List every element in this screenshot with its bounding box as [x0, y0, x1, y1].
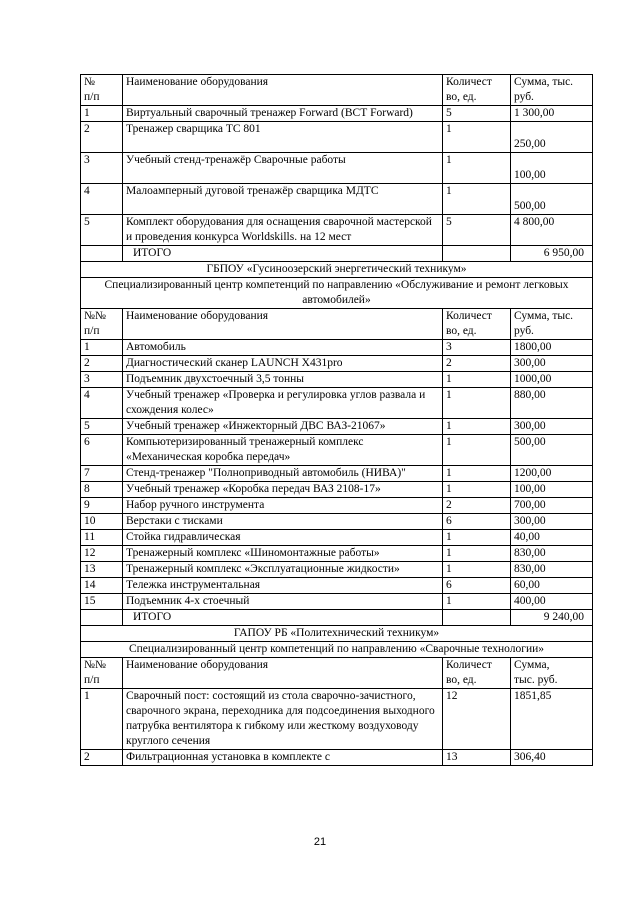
- table-row: [81, 106, 593, 122]
- org-title: ГАПОУ РБ «Политехнический техникум»: [81, 626, 593, 642]
- table-row: [81, 546, 593, 562]
- equipment-name: Тренажерный комплекс «Шиномонтажные работы»: [123, 546, 443, 562]
- sum: 880,00: [511, 388, 593, 419]
- row-number: 5: [81, 419, 123, 435]
- row-number: 5: [81, 215, 123, 246]
- number-header: №№ п/п: [81, 309, 123, 340]
- equipment-name: Учебный тренажер «Коробка передач ВАЗ 2108-17»: [123, 482, 443, 498]
- row-number: 6: [81, 435, 123, 466]
- equipment-name: Учебный тренажер «Инжекторный ДВС ВАЗ-21067»: [123, 419, 443, 435]
- equipment-name: Фильтрационная установка в комплекте с: [123, 750, 443, 766]
- center-title-row: [81, 278, 593, 309]
- equipment-name: Сварочный пост: состоящий из стола сварочно-зачистного, сварочного экрана, переходника для подсоединения выходного патрубка вентилятора к гибкому или жесткому воздуховоду круглого сечения: [123, 689, 443, 750]
- quantity: 5: [443, 106, 511, 122]
- sum-header: Сумма, тыс. руб.: [511, 658, 593, 689]
- sum: 100,00: [511, 482, 593, 498]
- table-row: [81, 122, 593, 153]
- row-number: 3: [81, 372, 123, 388]
- equipment-table: [80, 74, 593, 766]
- table-row: [81, 388, 593, 419]
- sum: 1851,85: [511, 689, 593, 750]
- quantity: 2: [443, 498, 511, 514]
- row-number: 11: [81, 530, 123, 546]
- total-label: ИТОГО: [123, 246, 443, 262]
- row-number: 9: [81, 498, 123, 514]
- sum: 60,00: [511, 578, 593, 594]
- quantity: 1: [443, 184, 511, 215]
- quantity: 6: [443, 514, 511, 530]
- row-number: 2: [81, 122, 123, 153]
- row-number: 7: [81, 466, 123, 482]
- quantity: 1: [443, 594, 511, 610]
- sum: 700,00: [511, 498, 593, 514]
- equipment-name: Стойка гидравлическая: [123, 530, 443, 546]
- quantity: 2: [443, 356, 511, 372]
- equipment-name: Малоамперный дуговой тренажёр сварщика МДТС: [123, 184, 443, 215]
- table-row: [81, 184, 593, 215]
- table-row: [81, 562, 593, 578]
- equipment-name: Подъемник двухстоечный 3,5 тонны: [123, 372, 443, 388]
- total-row: [81, 246, 593, 262]
- table-header-row: [81, 658, 593, 689]
- equipment-name: Компьютеризированный тренажерный комплекс «Механическая коробка передач»: [123, 435, 443, 466]
- table-row: [81, 530, 593, 546]
- total-value: 9 240,00: [511, 610, 593, 626]
- sum: 500,00: [511, 184, 593, 215]
- equipment-name: Тренажерный комплекс «Эксплуатационные жидкости»: [123, 562, 443, 578]
- quantity: 1: [443, 388, 511, 419]
- equipment-name: Подъемник 4-х стоечный: [123, 594, 443, 610]
- table-row: [81, 419, 593, 435]
- table-header-row: [81, 75, 593, 106]
- sum: 1800,00: [511, 340, 593, 356]
- table-row: [81, 372, 593, 388]
- sum: 4 800,00: [511, 215, 593, 246]
- center-title: Специализированный центр компетенций по направлению «Сварочные технологии»: [81, 642, 593, 658]
- table-row: [81, 435, 593, 466]
- sum-header: Сумма, тыс. руб.: [511, 75, 593, 106]
- row-number: 4: [81, 184, 123, 215]
- quantity-header: Количест во, ед.: [443, 75, 511, 106]
- center-title: Специализированный центр компетенций по направлению «Обслуживание и ремонт легковых автомобилей»: [81, 278, 593, 309]
- empty-cell: [443, 610, 511, 626]
- row-number: 13: [81, 562, 123, 578]
- table-row: [81, 498, 593, 514]
- equipment-name: Комплект оборудования для оснащения сварочной мастерской и проведения конкурса Worldskills. на 12 мест: [123, 215, 443, 246]
- table-row: [81, 356, 593, 372]
- equipment-name: Учебный тренажер «Проверка и регулировка углов развала и схождения колес»: [123, 388, 443, 419]
- quantity: 12: [443, 689, 511, 750]
- org-title: ГБПОУ «Гусиноозерский энергетический техникум»: [81, 262, 593, 278]
- center-title-row: [81, 642, 593, 658]
- sum: 300,00: [511, 514, 593, 530]
- total-label: ИТОГО: [123, 610, 443, 626]
- table-row: [81, 594, 593, 610]
- row-number: 14: [81, 578, 123, 594]
- total-row: [81, 610, 593, 626]
- row-number: 1: [81, 106, 123, 122]
- equipment-name: Верстаки с тисками: [123, 514, 443, 530]
- equipment-name: Тележка инструментальная: [123, 578, 443, 594]
- row-number: 1: [81, 689, 123, 750]
- empty-cell: [81, 246, 123, 262]
- sum: 300,00: [511, 356, 593, 372]
- sum: 1200,00: [511, 466, 593, 482]
- table-row: [81, 482, 593, 498]
- number-header: № п/п: [81, 75, 123, 106]
- row-number: 4: [81, 388, 123, 419]
- quantity-header: Количест во, ед.: [443, 309, 511, 340]
- page-number: 21: [313, 836, 327, 848]
- table-row: [81, 750, 593, 766]
- quantity: 1: [443, 562, 511, 578]
- quantity: 1: [443, 419, 511, 435]
- row-number: 2: [81, 750, 123, 766]
- sum: 500,00: [511, 435, 593, 466]
- sum: 100,00: [511, 153, 593, 184]
- row-number: 2: [81, 356, 123, 372]
- empty-cell: [81, 610, 123, 626]
- row-number: 1: [81, 340, 123, 356]
- table-row: [81, 340, 593, 356]
- quantity: 1: [443, 546, 511, 562]
- row-number: 10: [81, 514, 123, 530]
- row-number: 8: [81, 482, 123, 498]
- equipment-name: Диагностический сканер LAUNCH X431pro: [123, 356, 443, 372]
- table-row: [81, 514, 593, 530]
- table-header-row: [81, 309, 593, 340]
- quantity: 1: [443, 435, 511, 466]
- name-header: Наименование оборудования: [123, 75, 443, 106]
- quantity: 1: [443, 372, 511, 388]
- sum: 830,00: [511, 546, 593, 562]
- sum: 1000,00: [511, 372, 593, 388]
- table-row: [81, 689, 593, 750]
- name-header: Наименование оборудования: [123, 309, 443, 340]
- quantity: 3: [443, 340, 511, 356]
- quantity-header: Количест во, ед.: [443, 658, 511, 689]
- sum: 306,40: [511, 750, 593, 766]
- row-number: 15: [81, 594, 123, 610]
- equipment-name: Стенд-тренажер "Полноприводный автомобиль (НИВА)": [123, 466, 443, 482]
- sum: 1 300,00: [511, 106, 593, 122]
- quantity: 13: [443, 750, 511, 766]
- sum: 300,00: [511, 419, 593, 435]
- row-number: 12: [81, 546, 123, 562]
- sum-header: Сумма, тыс. руб.: [511, 309, 593, 340]
- equipment-name: Учебный стенд-тренажёр Сварочные работы: [123, 153, 443, 184]
- equipment-name: Набор ручного инструмента: [123, 498, 443, 514]
- total-value: 6 950,00: [511, 246, 593, 262]
- equipment-name: Автомобиль: [123, 340, 443, 356]
- org-title-row: [81, 262, 593, 278]
- table-row: [81, 215, 593, 246]
- equipment-name: Виртуальный сварочный тренажер Forward (ВСТ Forward): [123, 106, 443, 122]
- quantity: 5: [443, 215, 511, 246]
- quantity: 1: [443, 153, 511, 184]
- table-row: [81, 578, 593, 594]
- equipment-name: Тренажер сварщика ТС 801: [123, 122, 443, 153]
- number-header: №№ п/п: [81, 658, 123, 689]
- quantity: 1: [443, 466, 511, 482]
- sum: 40,00: [511, 530, 593, 546]
- quantity: 1: [443, 530, 511, 546]
- row-number: 3: [81, 153, 123, 184]
- sum: 400,00: [511, 594, 593, 610]
- empty-cell: [443, 246, 511, 262]
- quantity: 1: [443, 482, 511, 498]
- table-row: [81, 466, 593, 482]
- quantity: 1: [443, 122, 511, 153]
- org-title-row: [81, 626, 593, 642]
- name-header: Наименование оборудования: [123, 658, 443, 689]
- sum: 830,00: [511, 562, 593, 578]
- table-row: [81, 153, 593, 184]
- quantity: 6: [443, 578, 511, 594]
- sum: 250,00: [511, 122, 593, 153]
